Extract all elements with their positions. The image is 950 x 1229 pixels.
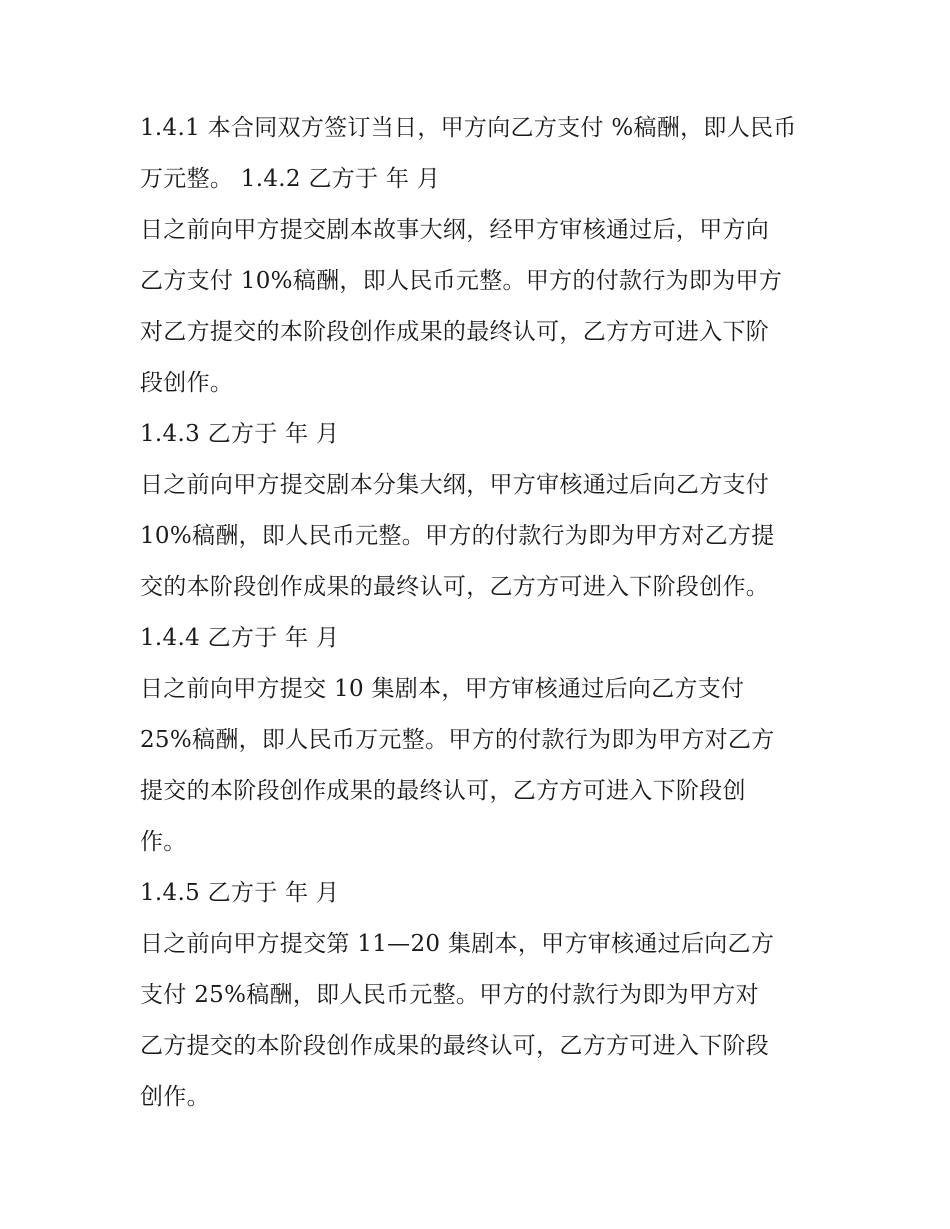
text-line: 对乙方提交的本阶段创作成果的最终认可，乙方方可进入下阶 [140, 319, 770, 345]
text-line: 段创作。 [140, 370, 234, 396]
text-line: 交的本阶段创作成果的最终认可，乙方方可进入下阶段创作。 [140, 574, 770, 600]
text-line: 日之前向甲方提交剧本故事大纲，经甲方审核通过后，甲方向 [140, 217, 770, 243]
text-line: 1.4.3 乙方于 年 月 [140, 421, 340, 447]
text-line: 创作。 [140, 1084, 210, 1110]
text-line: 日之前向甲方提交剧本分集大纲，甲方审核通过后向乙方支付 [140, 472, 770, 498]
text-line: 乙方提交的本阶段创作成果的最终认可，乙方方可进入下阶段 [140, 1033, 770, 1059]
text-line: 万元整。 1.4.2 乙方于 年 月 [140, 166, 441, 192]
text-line: 日之前向甲方提交第 11—20 集剧本，甲方审核通过后向乙方 [140, 931, 775, 957]
text-line: 1.4.1 本合同双方签订当日，甲方向乙方支付 %稿酬，即人民币 [140, 115, 797, 141]
text-line: 日之前向甲方提交 10 集剧本，甲方审核通过后向乙方支付 [140, 676, 745, 702]
text-line: 1.4.5 乙方于 年 月 [140, 880, 340, 906]
text-line: 支付 25%稿酬，即人民币元整。甲方的付款行为即为甲方对 [140, 982, 759, 1008]
text-line: 提交的本阶段创作成果的最终认可，乙方方可进入下阶段创 [140, 778, 746, 804]
text-line: 作。 [140, 829, 187, 855]
text-line: 25%稿酬，即人民币万元整。甲方的付款行为即为甲方对乙方 [140, 727, 775, 753]
text-line: 乙方支付 10%稿酬，即人民币元整。甲方的付款行为即为甲方 [140, 268, 783, 294]
text-line: 10%稿酬，即人民币元整。甲方的付款行为即为甲方对乙方提 [140, 523, 775, 549]
document-body [140, 103, 820, 1123]
text-line: 1.4.4 乙方于 年 月 [140, 625, 340, 651]
